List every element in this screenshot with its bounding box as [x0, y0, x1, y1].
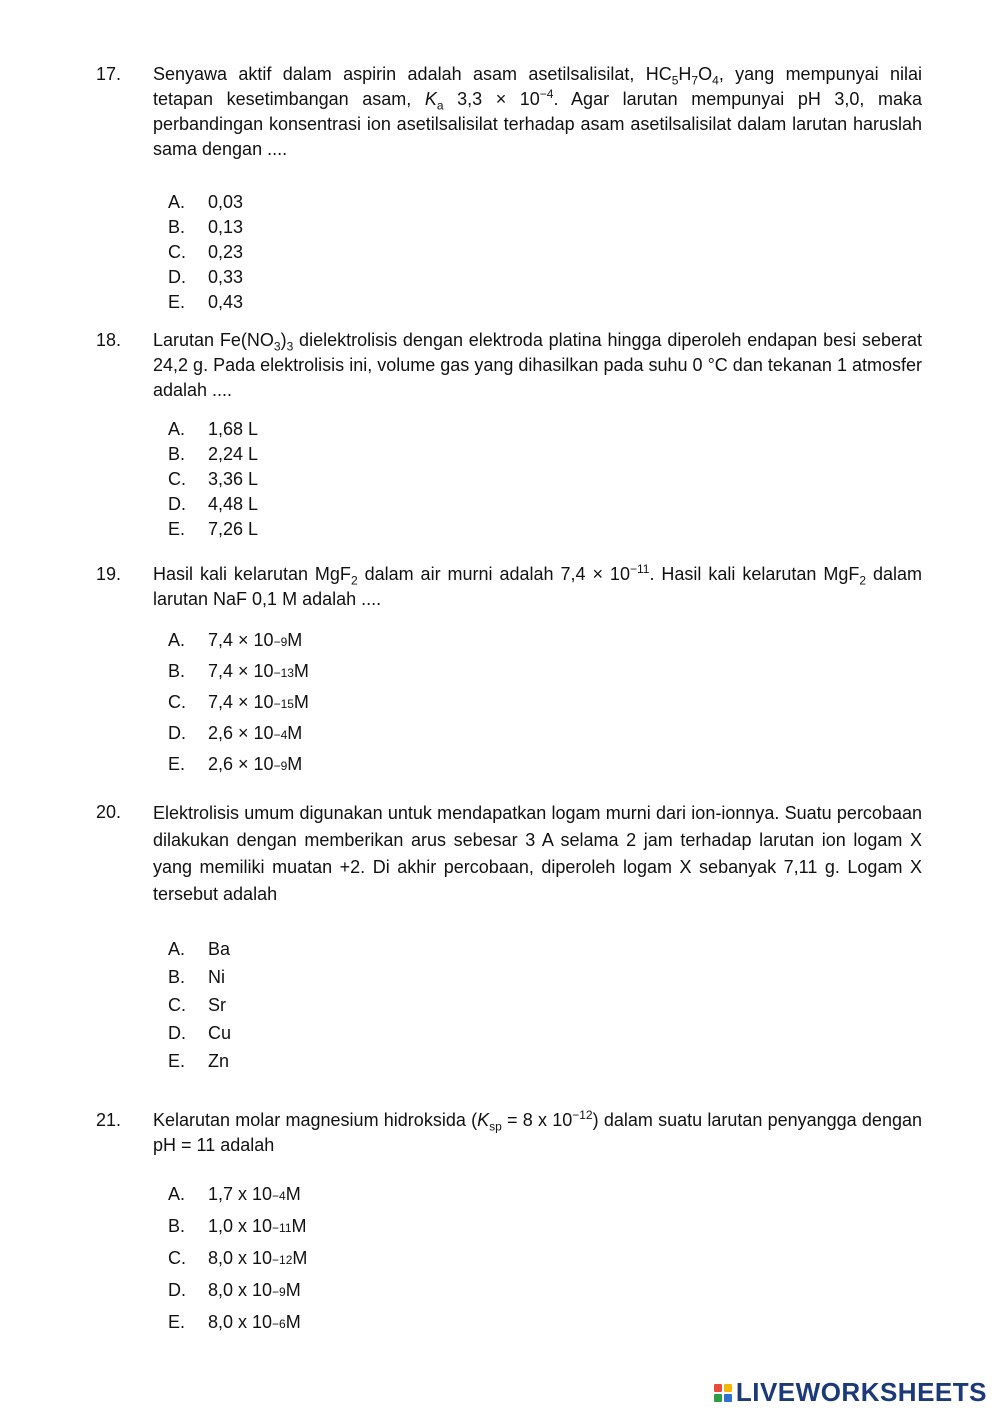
option-b[interactable]: B. 7,4 × 10 −13 M — [168, 661, 309, 681]
question-text: Hasil kali kelarutan MgF$_2$ dalam air murni adalah $7,4 \times 10^{-11}$. Hasil kali kelarutan MgF$_2$ dalam larutan NaF 0,1 M adalah .... — [153, 562, 922, 609]
option-c[interactable]: C. 8,0 x 10 −12 M — [168, 1248, 308, 1268]
question-number: 20. — [96, 802, 122, 822]
option-c[interactable]: C. 0,23 — [168, 242, 244, 262]
option-e[interactable]: E. Zn — [168, 1051, 230, 1071]
question-19 — [96, 562, 922, 783]
options — [168, 628, 922, 783]
options — [168, 417, 922, 542]
liveworksheets-logo-icon — [714, 1384, 732, 1402]
options — [168, 937, 922, 1077]
option-e[interactable]: E. 0,43 — [168, 292, 244, 312]
option-e[interactable]: E. 8,0 x 10 −6 M — [168, 1312, 301, 1332]
option-a[interactable]: A. 7,4 × 10 −9 M — [168, 630, 303, 650]
question-number: 21. — [96, 1110, 122, 1130]
option-b[interactable]: B. 1,0 x 10 −11 M — [168, 1216, 307, 1236]
question-text: Larutan $Fe(NO_3)_3$ dielektrolisis dengan elektroda platina hingga diperoleh endapan besi seberat 24,2 g. Pada elektrolisis ini, volume gas yang dihasilkan pada suhu 0 °C dan tekanan 1 atmosfer adalah .... — [153, 330, 922, 400]
question-number: 18. — [96, 330, 122, 350]
logo-square — [714, 1384, 722, 1392]
option-b[interactable]: B. 2,24 L — [168, 444, 259, 464]
option-a[interactable]: A. 1,7 x 10 −4 M — [168, 1184, 301, 1204]
option-e[interactable]: E. 7,26 L — [168, 519, 259, 539]
option-a[interactable]: A. 0,03 — [168, 192, 244, 212]
question-21 — [96, 1108, 922, 1342]
question-text: Senyawa aktif dalam aspirin adalah asam asetilsalisilat, $HC_5H_7O_4$, yang mempunyai nilai tetapan kesetimbangan asam, $K_a$ $3,3 \times 10^{-4}$. Agar larutan mempunyai pH 3,0, maka perbandingan konsentrasi ion asetilsalisilat terhadap asam asetilsalisilat dalam larutan haruslah sama dengan .... — [153, 64, 923, 159]
logo-square — [724, 1384, 732, 1392]
option-d[interactable]: D. Cu — [168, 1023, 232, 1043]
logo-square — [714, 1394, 722, 1402]
option-c[interactable]: C. 3,36 L — [168, 469, 259, 489]
option-b[interactable]: B. 0,13 — [168, 217, 244, 237]
question-number: 19. — [96, 564, 122, 584]
question-18 — [96, 328, 922, 542]
question-text: Kelarutan molar magnesium hidroksida ($K_{sp} = 8$ x $10^{-12}$) dalam suatu larutan penyangga dengan pH = 11 adalah — [153, 1108, 922, 1155]
option-d[interactable]: D. 0,33 — [168, 267, 244, 287]
option-e[interactable]: E. 2,6 × 10 −9 M — [168, 754, 303, 774]
question-text: Elektrolisis umum digunakan untuk mendapatkan logam murni dari ion-ionnya. Suatu percobaan dilakukan dengan memberikan arus sebesar 3 A selama 2 jam terhadap larutan ion logam X yang memiliki muatan +2. Di akhir percobaan, diperoleh logam X sebanyak 7,11 g. Logam X tersebut adalah — [153, 803, 922, 904]
option-d[interactable]: D. 8,0 x 10 −9 M — [168, 1280, 301, 1300]
question-20 — [96, 800, 922, 1077]
option-d[interactable]: D. 4,48 L — [168, 494, 259, 514]
option-a[interactable]: A. Ba — [168, 939, 231, 959]
option-c[interactable]: C. Sr — [168, 995, 226, 1015]
options — [168, 1182, 922, 1342]
watermark-text: LIVEWORKSHEETS — [735, 1377, 987, 1407]
question-17 — [96, 62, 922, 315]
option-c[interactable]: C. 7,4 × 10 −15 M — [168, 692, 309, 712]
question-number: 17. — [96, 64, 122, 84]
option-d[interactable]: D. 2,6 × 10 −4 M — [168, 723, 303, 743]
options — [168, 190, 922, 315]
option-a[interactable]: A. 1,68 L — [168, 419, 259, 439]
liveworksheets-watermark — [714, 1377, 987, 1407]
logo-square — [724, 1394, 732, 1402]
option-b[interactable]: B. Ni — [168, 967, 225, 987]
